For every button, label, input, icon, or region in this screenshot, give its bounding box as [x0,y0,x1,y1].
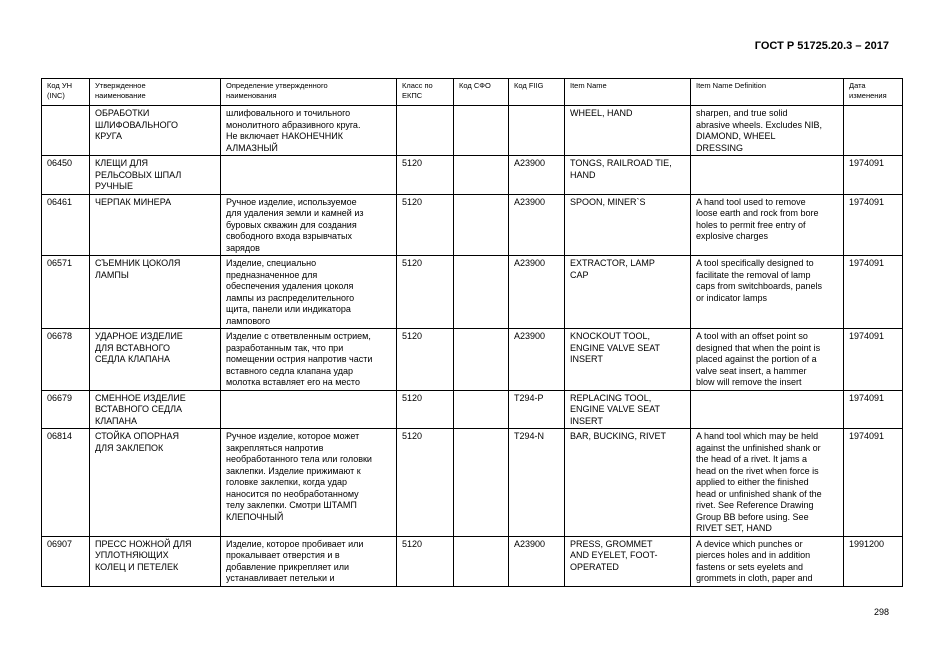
cell-name-ru [90,329,221,391]
cell-name-ru-text: СТОЙКА ОПОРНАЯ ДЛЯ ЗАКЛЕПОК [95,431,179,453]
cell-item-name [565,536,691,586]
catalog-table [41,78,903,587]
cell-definition-ru [221,194,397,256]
cell-item-name-text: SPOON, MINER`S [570,196,646,207]
cell-sfo [454,329,509,391]
cell-date [844,194,903,256]
cell-fiig-text: T294-N [514,431,545,441]
cell-name-ru-text: ЧЕРПАК МИНЕРА [95,196,172,207]
cell-inc [42,429,90,537]
cell-sfo [454,536,509,586]
cell-date-text: 1974091 [849,196,885,207]
cell-definition-ru [221,536,397,586]
cell-fiig-text: A23900 [514,158,546,168]
cell-definition-ru-text: Ручное изделие, используемое для удаления земли и камней из буровых скважин для создания свободного входа взрывчатых зарядов [226,196,364,253]
table-row [42,390,903,429]
cell-inc [42,194,90,256]
cell-item-definition-text: A hand tool which may be held against the unfinished shank or the head of a rivet. It jams a head on the rivet when force is applied to either the finished head or unfinished shank of the rivet. See Reference Drawing Group BB before using. See RIVET SET, HAND [696,431,822,533]
cell-definition-ru-text: Изделие с ответвленным острием, разработанным так, что при помещении острия напротив части вставного седла клапана удар молотка вставляет его на место [226,331,373,387]
cell-class [397,256,454,329]
cell-class-text: 5120 [402,158,423,168]
cell-name-ru-text: УДАРНОЕ ИЗДЕЛИЕ ДЛЯ ВСТАВНОГО СЕДЛА КЛАПАНА [95,331,183,364]
header-date: Дата изменения [844,79,903,106]
cell-definition-ru [221,329,397,391]
cell-inc [42,390,90,429]
cell-class [397,429,454,537]
cell-date-text: 1974091 [849,431,885,441]
cell-item-definition [691,536,844,586]
cell-fiig [509,429,565,537]
cell-name-ru-text: ОБРАБОТКИ ШЛИФОВАЛЬНОГО КРУГА [95,108,179,141]
cell-inc [42,106,90,156]
cell-item-definition-text: A hand tool used to remove loose earth and rock from bore holes to permit free entry of explosive charges [696,196,819,241]
cell-name-ru [90,536,221,586]
cell-date-text: 1991200 [849,538,885,549]
header-fiig: Код FIIG [509,79,565,106]
header-name-ru: Утвержденное наименование [90,79,221,106]
cell-definition-ru [221,390,397,429]
cell-class-text: 5120 [402,331,423,341]
table-row [42,106,903,156]
cell-item-name-text: WHEEL, HAND [570,108,633,118]
cell-inc-text: 06907 [47,538,73,549]
cell-item-name-text: KNOCKOUT TOOL, ENGINE VALVE SEAT INSERT [570,331,661,364]
table-body [42,106,903,587]
cell-name-ru [90,106,221,156]
cell-sfo [454,390,509,429]
cell-item-name-text: TONGS, RAILROAD TIE, HAND [570,158,672,180]
cell-date [844,536,903,586]
cell-name-ru [90,429,221,537]
table-row [42,429,903,537]
cell-definition-ru [221,106,397,156]
cell-class-text: 5120 [402,392,423,403]
cell-definition-ru-text: Изделие, специально предназначенное для обеспечения удаления цоколя лампы из распределительного щита, панели или индикатора лампового [226,258,355,326]
cell-class [397,390,454,429]
cell-item-definition [691,194,844,256]
page-number: 298 [873,607,889,617]
cell-definition-ru [221,256,397,329]
cell-fiig [509,256,565,329]
cell-inc-text: 06571 [47,258,73,268]
cell-name-ru [90,256,221,329]
cell-item-definition-text: A device which punches or pierces holes and in addition fastens or sets eyelets and grommets in cloth, paper and [696,538,813,583]
cell-date [844,106,903,156]
cell-item-definition [691,390,844,429]
cell-class-text: 5120 [402,258,423,268]
cell-item-name-text: EXTRACTOR, LAMP CAP [570,258,655,280]
document-code: ГОСТ Р 51725.20.3 – 2017 [754,40,889,52]
cell-definition-ru-text: Изделие, которое пробивает или прокалывает отверстия и в добавление прикрепляет или устанавливает петельки и [226,538,364,583]
cell-class-text: 5120 [402,538,423,549]
cell-date [844,329,903,391]
cell-date-text: 1974091 [849,258,885,268]
cell-sfo [454,106,509,156]
cell-inc [42,536,90,586]
cell-name-ru-text: СМЕННОЕ ИЗДЕЛИЕ ВСТАВНОГО СЕДЛА КЛАПАНА [95,392,186,426]
cell-item-name [565,156,691,195]
cell-definition-ru [221,156,397,195]
cell-definition-ru-text: шлифовального и точильного монолитного абразивного круга. Не включает НАКОНЕЧНИК АЛМАЗНЫЙ [226,108,361,153]
cell-date-text: 1974091 [849,392,885,403]
cell-class-text: 5120 [402,431,423,441]
cell-item-definition-text: A tool specifically designed to facilitate the removal of lamp caps from switchboards, panels or indicator lamps [696,258,823,303]
cell-name-ru-text: СЪЕМНИК ЦОКОЛЯ ЛАМПЫ [95,258,181,280]
cell-fiig-text: A23900 [514,331,546,341]
cell-fiig-text: A23900 [514,258,546,268]
cell-item-definition [691,329,844,391]
cell-inc [42,329,90,391]
cell-name-ru [90,390,221,429]
cell-fiig [509,329,565,391]
cell-inc-text: 06814 [47,431,73,441]
cell-class [397,536,454,586]
cell-name-ru-text: КЛЕЩИ ДЛЯ РЕЛЬСОВЫХ ШПАЛ РУЧНЫЕ [95,158,182,191]
cell-inc-text: 06679 [47,392,73,403]
cell-name-ru [90,194,221,256]
cell-item-name [565,256,691,329]
header-sfo: Код СФО [454,79,509,106]
header-item-name: Item Name [565,79,691,106]
cell-date [844,390,903,429]
cell-item-definition [691,429,844,537]
cell-definition-ru [221,429,397,537]
cell-class [397,194,454,256]
cell-fiig [509,106,565,156]
cell-fiig [509,536,565,586]
cell-sfo [454,429,509,537]
cell-inc-text: 06678 [47,331,73,341]
cell-inc [42,256,90,329]
cell-definition-ru-text: Ручное изделие, которое может закрепляться напротив необработанного тела или головки заклепки. Изделие прижимают к головке заклепки, когда удар наносится по необработанному телу заклепки. Смотри ШТАМП КЛЕПОЧНЫЙ [226,431,372,522]
cell-item-definition-text: A tool with an offset point so designed that when the point is placed against the portion of a valve seat insert, a hammer blow will remove the insert [696,331,821,387]
cell-inc-text: 06450 [47,158,73,168]
cell-item-definition [691,106,844,156]
cell-sfo [454,256,509,329]
cell-class [397,156,454,195]
cell-sfo [454,194,509,256]
cell-sfo [454,156,509,195]
cell-fiig-text: T294-P [514,392,544,403]
cell-fiig [509,194,565,256]
cell-item-definition [691,156,844,195]
cell-item-name-text: BAR, BUCKING, RIVET [570,431,667,441]
cell-class [397,329,454,391]
header-inc: Код УН (INC) [42,79,90,106]
table-header-row [42,79,903,106]
cell-date-text: 1974091 [849,158,885,168]
cell-fiig [509,156,565,195]
cell-date [844,429,903,537]
header-def-ru: Определение утвержденного наименования [221,79,397,106]
cell-date [844,156,903,195]
cell-item-name [565,429,691,537]
cell-name-ru-text: ПРЕСС НОЖНОЙ ДЛЯ УПЛОТНЯЮЩИХ КОЛЕЦ И ПЕТЕЛЕК [95,538,192,572]
cell-item-name [565,390,691,429]
cell-item-name-text: PRESS, GROMMET AND EYELET, FOOT- OPERATED [570,538,658,572]
cell-fiig [509,390,565,429]
cell-inc [42,156,90,195]
cell-item-definition [691,256,844,329]
cell-name-ru [90,156,221,195]
header-class: Класс по ЕКПС [397,79,454,106]
cell-item-name-text: REPLACING TOOL, ENGINE VALVE SEAT INSERT [570,392,661,426]
cell-item-name [565,106,691,156]
table-row [42,256,903,329]
cell-class-text: 5120 [402,196,423,207]
cell-item-definition-text: sharpen, and true solid abrasive wheels. Excludes NIB, DIAMOND, WHEEL DRESSING [696,108,823,153]
cell-class [397,106,454,156]
header-item-definition: Item Name Definition [691,79,844,106]
table-row [42,156,903,195]
table-row [42,536,903,586]
cell-date [844,256,903,329]
table-row [42,194,903,256]
cell-date-text: 1974091 [849,331,885,341]
cell-fiig-text: A23900 [514,538,546,549]
cell-inc-text: 06461 [47,196,73,207]
table-row [42,329,903,391]
cell-item-name [565,329,691,391]
cell-fiig-text: A23900 [514,196,546,207]
cell-item-name [565,194,691,256]
